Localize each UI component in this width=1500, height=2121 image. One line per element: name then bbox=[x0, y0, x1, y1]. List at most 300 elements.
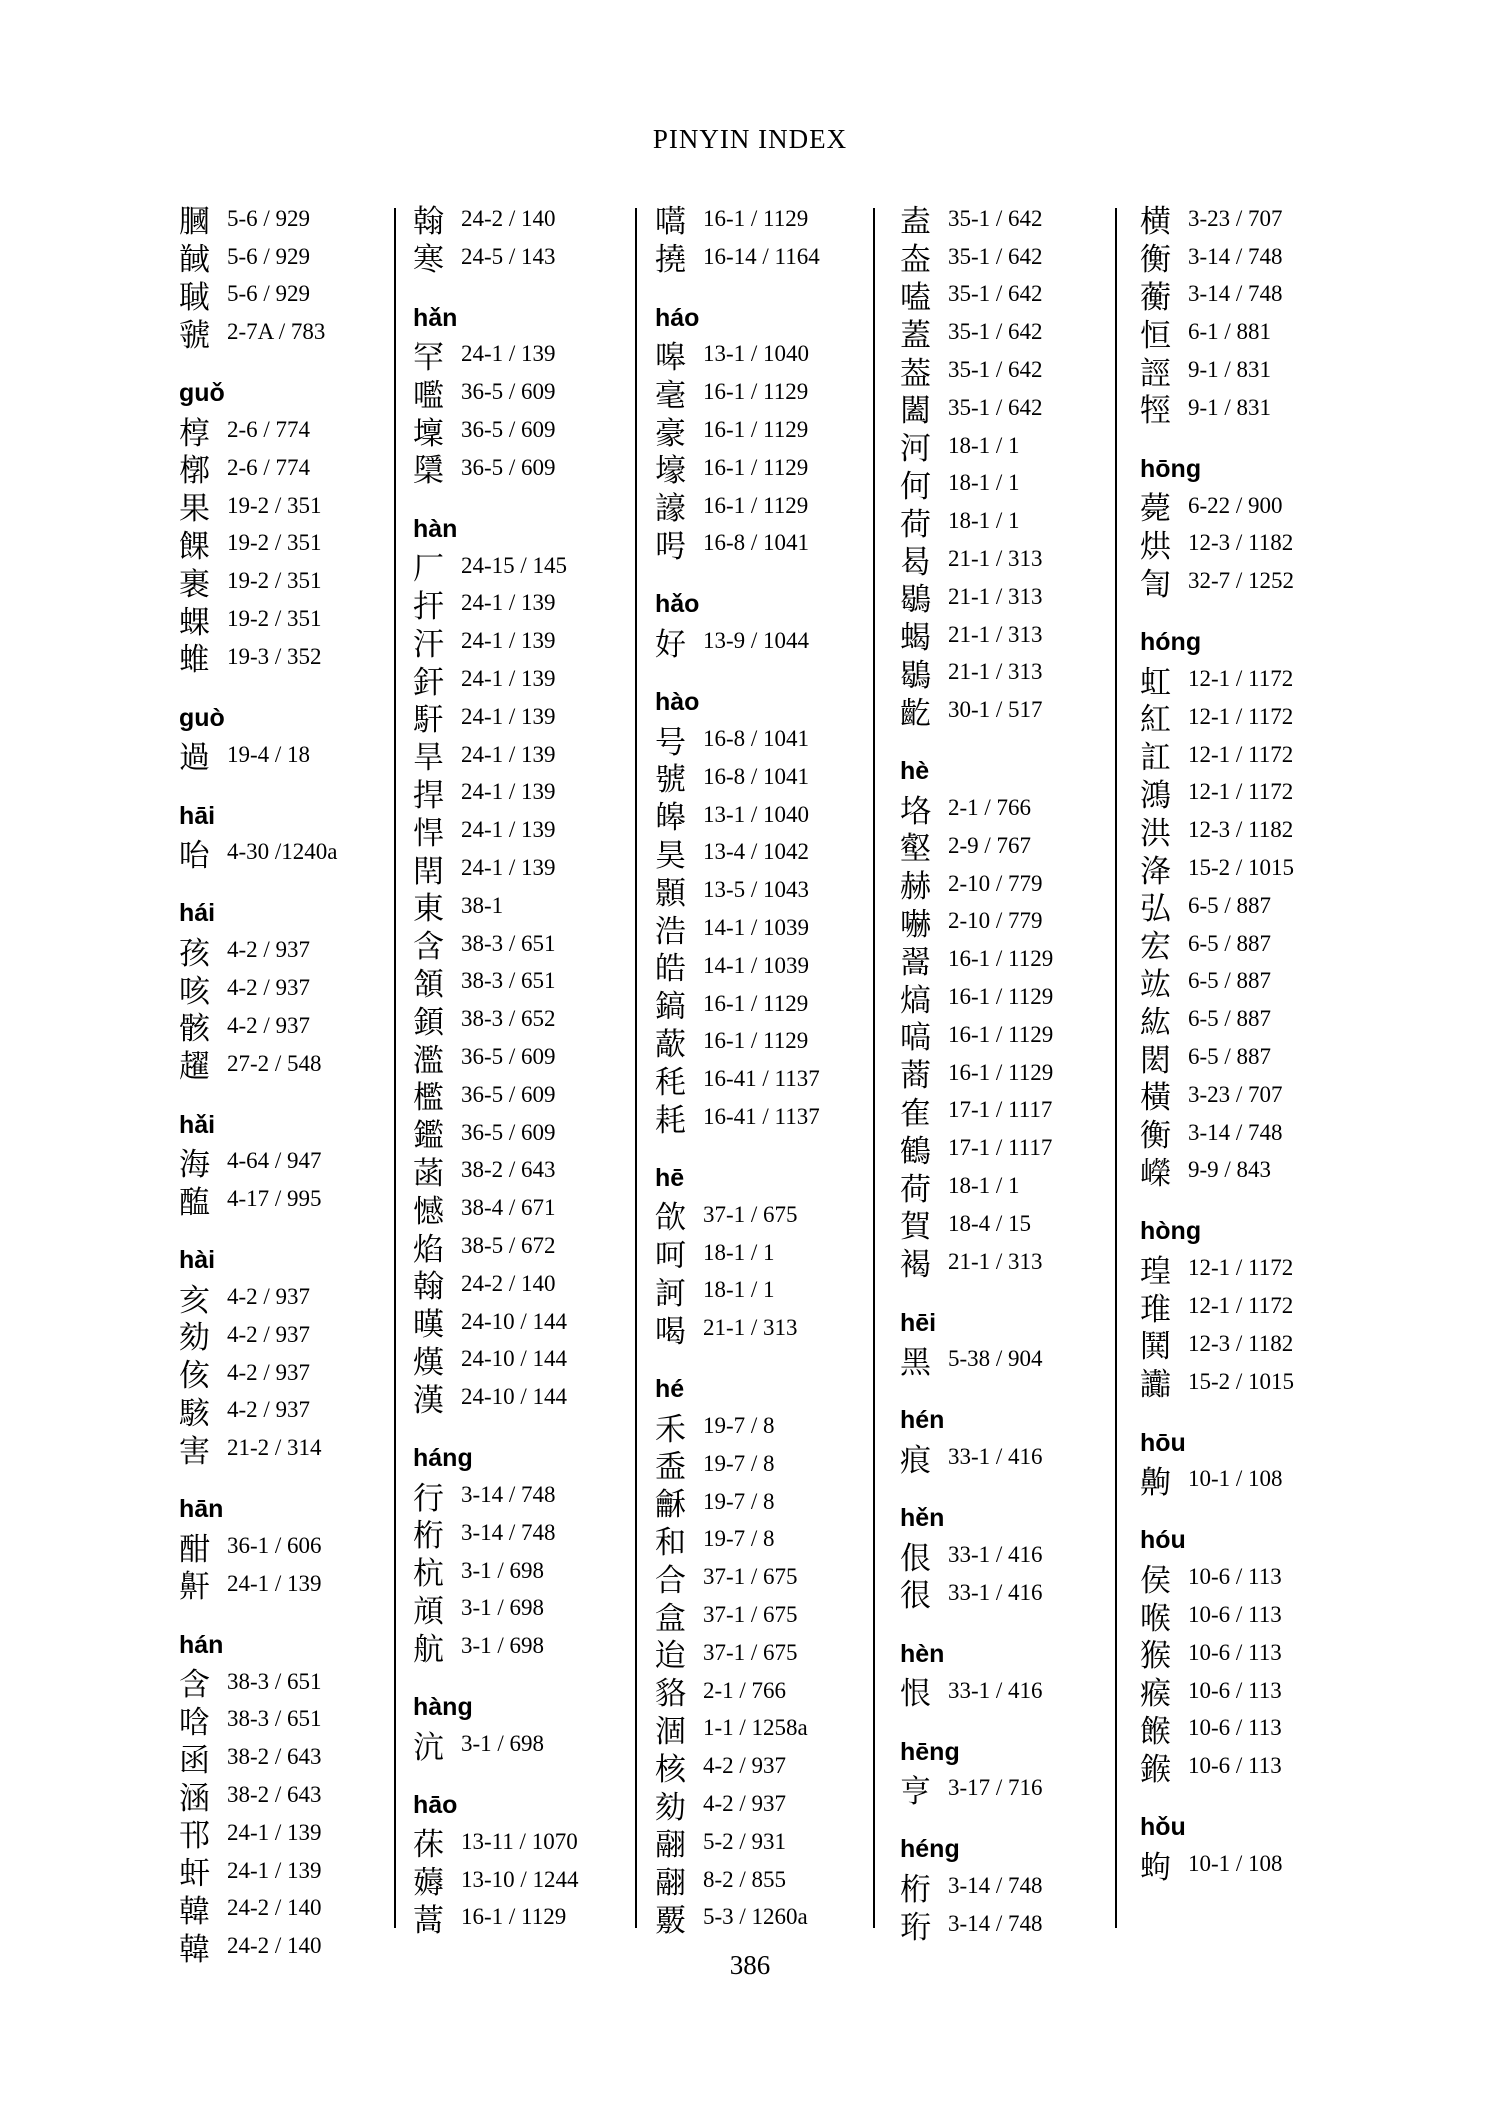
entry-character: 嗑 bbox=[900, 280, 931, 316]
entry-character: 顥 bbox=[655, 875, 686, 912]
index-entry bbox=[179, 1354, 338, 1395]
entry-reference: 18-4 / 15 bbox=[948, 1210, 1032, 1236]
entry-reference: 38-3 / 651 bbox=[461, 968, 556, 994]
entry-character: 齁 bbox=[1140, 1464, 1171, 1501]
entry-reference: 5-3 / 1260a bbox=[703, 1904, 808, 1930]
entry-reference: 12-3 / 1182 bbox=[1188, 530, 1294, 556]
entry-character: 釬 bbox=[413, 664, 444, 701]
entry-reference: 4-2 / 937 bbox=[227, 937, 311, 963]
index-entry bbox=[413, 622, 579, 663]
index-entry bbox=[900, 1867, 1053, 1908]
entry-character: 訶 bbox=[655, 1275, 686, 1312]
entry-reference: 37-1 / 675 bbox=[703, 1639, 798, 1665]
index-entry bbox=[900, 502, 1053, 543]
index-entry bbox=[413, 585, 579, 623]
entry-reference: 24-1 / 139 bbox=[227, 1857, 322, 1883]
entry-character: 蓋 bbox=[900, 317, 931, 354]
entry-character: 合 bbox=[655, 1562, 686, 1599]
entry-character: 頏 bbox=[413, 1593, 444, 1630]
entry-character: 焰 bbox=[413, 1231, 444, 1268]
index-entry bbox=[413, 1725, 579, 1766]
entry-character: 琟 bbox=[1140, 1291, 1171, 1328]
pinyin-heading: hān bbox=[179, 1495, 224, 1524]
entry-character: 鶡 bbox=[900, 582, 931, 619]
pinyin-heading: hài bbox=[179, 1246, 216, 1275]
index-entry bbox=[655, 1407, 820, 1448]
entry-character: 欱 bbox=[655, 1200, 686, 1237]
entry-character: 旱 bbox=[413, 740, 444, 777]
index-entry bbox=[1140, 925, 1294, 966]
entry-character: 熯 bbox=[413, 1344, 444, 1381]
index-entry bbox=[655, 834, 820, 872]
entry-reference: 38-1 bbox=[461, 892, 504, 918]
entry-reference: 35-1 / 642 bbox=[948, 319, 1043, 345]
index-entry bbox=[655, 449, 820, 490]
entry-character: 禾 bbox=[655, 1411, 686, 1448]
entry-character: 函 bbox=[179, 1742, 210, 1779]
entry-character: 鶴 bbox=[900, 1133, 931, 1170]
index-entry bbox=[179, 1429, 338, 1470]
entry-reference: 18-1 / 1 bbox=[948, 1173, 1020, 1199]
index-entry bbox=[655, 1672, 820, 1713]
entry-character: 好 bbox=[655, 626, 686, 663]
index-entry bbox=[413, 1378, 579, 1419]
column-divider bbox=[635, 208, 637, 1928]
entry-reference: 16-1 / 1129 bbox=[703, 205, 809, 231]
entry-reference: 33-1 / 416 bbox=[948, 1677, 1043, 1703]
index-entry bbox=[1140, 351, 1294, 392]
index-entry bbox=[655, 1710, 820, 1748]
index-entry bbox=[413, 1898, 579, 1939]
index-entry bbox=[655, 1521, 820, 1559]
pinyin-heading: hòng bbox=[1140, 1217, 1202, 1246]
entry-character: 鶡 bbox=[900, 657, 931, 694]
index-entry bbox=[179, 1278, 338, 1319]
entry-reference: 5-2 / 931 bbox=[703, 1828, 787, 1854]
entry-character: 罕 bbox=[413, 340, 444, 376]
index-entry bbox=[413, 1590, 579, 1628]
entry-reference: 35-1 / 642 bbox=[948, 205, 1043, 231]
index-entry bbox=[655, 871, 820, 912]
entry-character: 蝎 bbox=[900, 620, 931, 657]
entry-reference: 6-5 / 887 bbox=[1188, 892, 1272, 918]
entry-character: 虢 bbox=[179, 317, 210, 354]
pinyin-heading: hóng bbox=[1140, 628, 1202, 657]
entry-reference: 19-4 / 18 bbox=[227, 741, 311, 767]
entry-reference: 3-1 / 698 bbox=[461, 1557, 545, 1583]
entry-reference: 10-1 / 108 bbox=[1188, 1850, 1283, 1876]
index-entry bbox=[413, 887, 579, 928]
entry-reference: 16-8 / 1041 bbox=[703, 763, 810, 789]
entry-reference: 24-1 / 139 bbox=[461, 703, 556, 729]
entry-character: 猴 bbox=[1140, 1638, 1171, 1675]
pinyin-heading: hèn bbox=[900, 1639, 945, 1668]
entry-character: 熇 bbox=[900, 982, 931, 1019]
entry-reference: 6-22 / 900 bbox=[1188, 492, 1283, 518]
entry-reference: 21-1 / 313 bbox=[948, 659, 1043, 685]
entry-character: 韓 bbox=[179, 1931, 210, 1968]
entry-reference: 4-2 / 937 bbox=[227, 1284, 311, 1310]
entry-reference: 19-3 / 352 bbox=[227, 643, 322, 669]
index-entry bbox=[655, 1898, 820, 1939]
entry-reference: 16-41 / 1137 bbox=[703, 1066, 820, 1092]
index-entry bbox=[900, 789, 1053, 830]
index-entry bbox=[413, 411, 579, 452]
index-entry bbox=[413, 1303, 579, 1344]
index-entry bbox=[655, 796, 820, 837]
entry-reference: 2-1 / 766 bbox=[948, 795, 1032, 821]
entry-character: 河 bbox=[900, 431, 931, 468]
index-entry bbox=[655, 525, 820, 563]
index-entry bbox=[655, 1445, 820, 1486]
index-entry bbox=[655, 336, 820, 374]
entry-character: 馘 bbox=[179, 242, 210, 279]
entry-reference: 36-1 / 606 bbox=[227, 1533, 322, 1559]
entry-character: 洚 bbox=[1140, 853, 1171, 890]
entry-reference: 3-14 / 748 bbox=[1188, 1119, 1283, 1145]
entry-character: 訌 bbox=[1140, 740, 1171, 777]
pinyin-heading: hāo bbox=[413, 1790, 458, 1819]
entry-character: 藃 bbox=[655, 1026, 686, 1063]
entry-reference: 9-9 / 843 bbox=[1188, 1157, 1272, 1183]
index-entry bbox=[413, 200, 579, 241]
index-section bbox=[413, 1689, 579, 1766]
entry-character: 醢 bbox=[179, 1184, 210, 1221]
entry-character: 覈 bbox=[655, 1902, 686, 1939]
entry-reference: 8-2 / 855 bbox=[703, 1866, 787, 1892]
pinyin-heading: hōu bbox=[1140, 1428, 1186, 1457]
index-entry bbox=[900, 1574, 1053, 1615]
pinyin-heading: hōng bbox=[1140, 454, 1202, 483]
index-entry bbox=[655, 1060, 820, 1101]
entry-reference: 19-7 / 8 bbox=[703, 1450, 775, 1476]
entry-reference: 38-5 / 672 bbox=[461, 1233, 556, 1259]
index-entry bbox=[413, 336, 579, 374]
entry-reference: 37-1 / 675 bbox=[703, 1201, 798, 1227]
entry-reference: 12-1 / 1172 bbox=[1188, 703, 1294, 729]
entry-reference: 3-14 / 748 bbox=[1188, 243, 1283, 269]
entry-reference: 35-1 / 642 bbox=[948, 357, 1043, 383]
index-entry bbox=[179, 1007, 338, 1048]
entry-reference: 13-5 / 1043 bbox=[703, 877, 810, 903]
entry-character: 蚼 bbox=[1140, 1849, 1171, 1886]
entry-character: 東 bbox=[413, 891, 444, 928]
entry-reference: 2-6 / 774 bbox=[227, 454, 311, 480]
index-entry bbox=[413, 1627, 579, 1668]
entry-reference: 3-14 / 748 bbox=[948, 1873, 1043, 1899]
entry-character: 貉 bbox=[655, 1676, 686, 1713]
entry-character: 横 bbox=[1140, 204, 1171, 241]
entry-reference: 15-2 / 1015 bbox=[1188, 1368, 1295, 1394]
index-column-1 bbox=[179, 200, 338, 1989]
pinyin-heading: hǒu bbox=[1140, 1813, 1186, 1842]
index-entry bbox=[179, 1701, 338, 1739]
entry-character: 珩 bbox=[900, 1909, 931, 1946]
entry-reference: 21-1 / 313 bbox=[948, 621, 1043, 647]
pinyin-heading: háo bbox=[655, 303, 700, 332]
entry-reference: 3-23 / 707 bbox=[1188, 1081, 1283, 1107]
index-entry bbox=[413, 449, 579, 490]
index-entry bbox=[413, 849, 579, 890]
index-entry bbox=[179, 1565, 338, 1606]
entry-reference: 12-1 / 1172 bbox=[1188, 741, 1294, 767]
index-entry bbox=[655, 1558, 820, 1599]
index-entry bbox=[413, 1476, 579, 1517]
index-column-3 bbox=[655, 200, 820, 1960]
index-entry bbox=[900, 1341, 1053, 1379]
entry-reference: 37-1 / 675 bbox=[703, 1602, 798, 1627]
entry-reference: 4-64 / 947 bbox=[227, 1148, 322, 1174]
entry-character: 駭 bbox=[179, 1395, 210, 1432]
index-entry bbox=[1140, 1710, 1294, 1748]
entry-reference: 12-3 / 1182 bbox=[1188, 817, 1294, 843]
entry-character: 隺 bbox=[900, 1095, 931, 1132]
entry-character: 嗃 bbox=[900, 1020, 931, 1057]
index-entry bbox=[655, 1823, 820, 1864]
entry-character: 馯 bbox=[413, 702, 444, 739]
index-section bbox=[179, 1491, 338, 1606]
entry-character: 含 bbox=[179, 1667, 210, 1704]
index-column-5 bbox=[1140, 200, 1294, 1907]
entry-reference: 24-1 / 139 bbox=[461, 341, 556, 367]
index-entry bbox=[1140, 1114, 1294, 1155]
entry-reference: 16-1 / 1129 bbox=[461, 1904, 567, 1930]
index-entry bbox=[179, 1663, 338, 1704]
entry-character: 劾 bbox=[655, 1789, 686, 1826]
entry-character: 翰 bbox=[413, 204, 444, 241]
index-entry bbox=[413, 1861, 579, 1902]
index-entry bbox=[1140, 811, 1294, 852]
index-entry bbox=[413, 1076, 579, 1117]
index-entry bbox=[655, 720, 820, 761]
entry-reference: 2-10 / 779 bbox=[948, 870, 1043, 896]
index-entry bbox=[1140, 487, 1294, 528]
index-entry bbox=[1140, 389, 1294, 430]
index-entry bbox=[655, 373, 820, 414]
entry-reference: 38-4 / 671 bbox=[461, 1195, 556, 1221]
index-entry bbox=[1140, 1038, 1294, 1079]
index-entry bbox=[655, 1785, 820, 1826]
entry-reference: 6-5 / 887 bbox=[1188, 1044, 1272, 1070]
entry-reference: 2-9 / 767 bbox=[948, 832, 1032, 858]
entry-character: 蒿 bbox=[413, 1902, 444, 1939]
index-section bbox=[179, 700, 338, 777]
entry-reference: 30-1 / 517 bbox=[948, 697, 1043, 723]
entry-character: 鴻 bbox=[1140, 777, 1171, 814]
entry-reference: 18-1 / 1 bbox=[948, 508, 1020, 534]
entry-character: 寒 bbox=[413, 242, 444, 279]
index-entry bbox=[413, 1038, 579, 1079]
entry-reference: 6-5 / 887 bbox=[1188, 968, 1272, 994]
entry-character: 咍 bbox=[179, 837, 210, 874]
entry-character: 沆 bbox=[413, 1729, 444, 1766]
index-entry bbox=[900, 540, 1053, 581]
index-entry bbox=[900, 1905, 1053, 1946]
index-entry bbox=[900, 351, 1053, 392]
index-entry bbox=[900, 200, 1053, 241]
index-entry bbox=[413, 698, 579, 739]
entry-reference: 3-14 / 748 bbox=[1188, 281, 1283, 307]
pinyin-heading: hàn bbox=[413, 514, 458, 543]
entry-character: 讟 bbox=[1140, 1367, 1171, 1404]
index-section bbox=[900, 1500, 1053, 1615]
entry-character: 厂 bbox=[413, 551, 444, 588]
entry-reference: 35-1 / 642 bbox=[948, 281, 1043, 307]
entry-reference: 2-1 / 766 bbox=[703, 1677, 787, 1703]
entry-character: 很 bbox=[900, 1578, 931, 1615]
index-entry bbox=[179, 1392, 338, 1430]
index-entry bbox=[413, 660, 579, 701]
index-entry bbox=[179, 638, 338, 679]
index-section bbox=[900, 1831, 1053, 1946]
entry-character: 瑝 bbox=[1140, 1253, 1171, 1290]
index-section bbox=[900, 1402, 1053, 1479]
entry-reference: 36-5 / 609 bbox=[461, 1044, 556, 1070]
entry-reference: 6-5 / 887 bbox=[1188, 1006, 1272, 1032]
entry-reference: 38-3 / 651 bbox=[461, 930, 556, 956]
index-entry bbox=[900, 1672, 1053, 1713]
index-section bbox=[1140, 1425, 1294, 1499]
index-entry bbox=[179, 525, 338, 563]
entry-character: 顉 bbox=[413, 1004, 444, 1041]
entry-reference: 3-14 / 748 bbox=[461, 1519, 556, 1545]
index-section bbox=[179, 1107, 338, 1219]
entry-character: 誙 bbox=[1140, 355, 1171, 392]
entry-character: 航 bbox=[413, 1631, 444, 1668]
entry-reference: 18-1 / 1 bbox=[948, 470, 1020, 496]
entry-reference: 13-9 / 1044 bbox=[703, 628, 810, 654]
entry-character: 和 bbox=[655, 1524, 686, 1561]
index-entry bbox=[179, 736, 338, 777]
pinyin-heading: hàng bbox=[413, 1693, 473, 1722]
entry-character: 痕 bbox=[900, 1442, 931, 1479]
entry-reference: 4-2 / 937 bbox=[703, 1753, 787, 1779]
entry-reference: 10-6 / 113 bbox=[1188, 1677, 1282, 1703]
entry-character: 憾 bbox=[413, 1193, 444, 1230]
entry-character: 餱 bbox=[1140, 1713, 1171, 1750]
index-section bbox=[655, 684, 820, 1139]
index-entry bbox=[900, 654, 1053, 692]
entry-reference: 19-7 / 8 bbox=[703, 1413, 775, 1439]
index-entry bbox=[900, 940, 1054, 981]
entry-reference: 37-1 / 675 bbox=[703, 1564, 798, 1590]
entry-reference: 6-5 / 887 bbox=[1188, 930, 1272, 956]
index-section bbox=[655, 586, 820, 663]
entry-character: 汗 bbox=[413, 626, 444, 663]
index-entry bbox=[655, 1234, 820, 1275]
index-entry bbox=[1140, 1634, 1294, 1675]
index-entry bbox=[1140, 525, 1294, 563]
entry-character: 蔏 bbox=[900, 1058, 931, 1095]
index-entry bbox=[179, 1180, 338, 1221]
entry-reference: 35-1 / 642 bbox=[948, 394, 1043, 420]
entry-character: 訇 bbox=[1140, 566, 1171, 603]
entry-character: 鼾 bbox=[179, 1569, 210, 1606]
entry-reference: 10-6 / 113 bbox=[1188, 1715, 1282, 1741]
entry-reference: 17-1 / 1117 bbox=[948, 1135, 1053, 1161]
entry-reference: 4-2 / 937 bbox=[703, 1790, 787, 1816]
pinyin-heading: guǒ bbox=[179, 379, 225, 408]
pinyin-heading: hěn bbox=[900, 1504, 945, 1533]
index-entry bbox=[655, 758, 820, 799]
entry-reference: 33-1 / 416 bbox=[948, 1579, 1043, 1605]
entry-reference: 19-2 / 351 bbox=[227, 606, 322, 632]
entry-character: 薅 bbox=[413, 1865, 444, 1902]
entry-character: 喉 bbox=[1140, 1600, 1171, 1637]
entry-character: 褐 bbox=[900, 1247, 931, 1284]
entry-character: 黑 bbox=[900, 1344, 931, 1381]
index-entry bbox=[179, 562, 338, 603]
entry-reference: 4-2 / 937 bbox=[227, 1397, 311, 1423]
entry-character: 孩 bbox=[179, 935, 210, 972]
index-entry bbox=[655, 947, 820, 988]
entry-character: 害 bbox=[179, 1433, 210, 1470]
entry-character: 昊 bbox=[655, 837, 686, 874]
index-entry bbox=[1140, 200, 1294, 241]
entry-reference: 4-2 / 937 bbox=[227, 1012, 311, 1038]
entry-reference: 16-1 / 1129 bbox=[703, 454, 809, 480]
entry-reference: 18-1 / 1 bbox=[703, 1277, 775, 1303]
index-entry bbox=[900, 1770, 1053, 1808]
entry-reference: 33-1 / 416 bbox=[948, 1444, 1043, 1470]
index-entry bbox=[413, 963, 579, 1001]
index-entry bbox=[1140, 1672, 1294, 1713]
pinyin-heading: hái bbox=[179, 899, 216, 928]
index-section bbox=[413, 1440, 579, 1668]
index-entry bbox=[1140, 1152, 1294, 1190]
entry-reference: 4-2 / 937 bbox=[227, 1321, 311, 1347]
entry-character: 膕 bbox=[179, 204, 210, 241]
entry-reference: 18-1 / 1 bbox=[703, 1239, 775, 1265]
entry-reference: 24-10 / 144 bbox=[461, 1346, 568, 1372]
entry-reference: 38-2 / 643 bbox=[461, 1157, 556, 1183]
entry-reference: 4-2 / 937 bbox=[227, 975, 311, 1001]
index-entry bbox=[1140, 1461, 1294, 1499]
index-entry bbox=[1140, 963, 1294, 1001]
entry-reference: 24-2 / 140 bbox=[461, 205, 556, 231]
entry-character: 龢 bbox=[655, 1487, 686, 1524]
entry-reference: 24-5 / 143 bbox=[461, 243, 556, 269]
entry-reference: 16-1 / 1129 bbox=[703, 379, 809, 405]
entry-character: 皓 bbox=[655, 951, 686, 988]
entry-character: 嚇 bbox=[900, 906, 931, 943]
index-entry bbox=[179, 834, 338, 872]
entry-reference: 16-14 / 1164 bbox=[703, 243, 820, 269]
entry-reference: 12-1 / 1172 bbox=[1188, 779, 1294, 805]
entry-reference: 3-17 / 716 bbox=[948, 1775, 1043, 1801]
entry-character: 洪 bbox=[1140, 815, 1171, 852]
entry-character: 譹 bbox=[655, 491, 686, 528]
entry-character: 亨 bbox=[900, 1773, 931, 1810]
entry-reference: 10-6 / 113 bbox=[1188, 1639, 1282, 1665]
index-section bbox=[655, 300, 820, 563]
index-entry bbox=[179, 411, 338, 452]
entry-character: 閎 bbox=[1140, 1042, 1171, 1079]
entry-character: 頷 bbox=[413, 966, 444, 1003]
index-entry bbox=[900, 389, 1053, 430]
entry-character: 侯 bbox=[1140, 1562, 1171, 1599]
entry-reference: 24-15 / 145 bbox=[461, 552, 568, 578]
entry-character: 蜾 bbox=[179, 604, 210, 641]
index-entry bbox=[655, 1596, 820, 1637]
entry-reference: 6-1 / 881 bbox=[1188, 319, 1272, 345]
entry-reference: 38-2 / 643 bbox=[227, 1782, 322, 1807]
index-entry bbox=[413, 547, 579, 588]
index-entry bbox=[1140, 1249, 1294, 1290]
entry-reference: 24-2 / 140 bbox=[461, 1270, 556, 1296]
pinyin-heading: hǎn bbox=[413, 303, 458, 332]
pinyin-heading: háng bbox=[413, 1444, 473, 1473]
